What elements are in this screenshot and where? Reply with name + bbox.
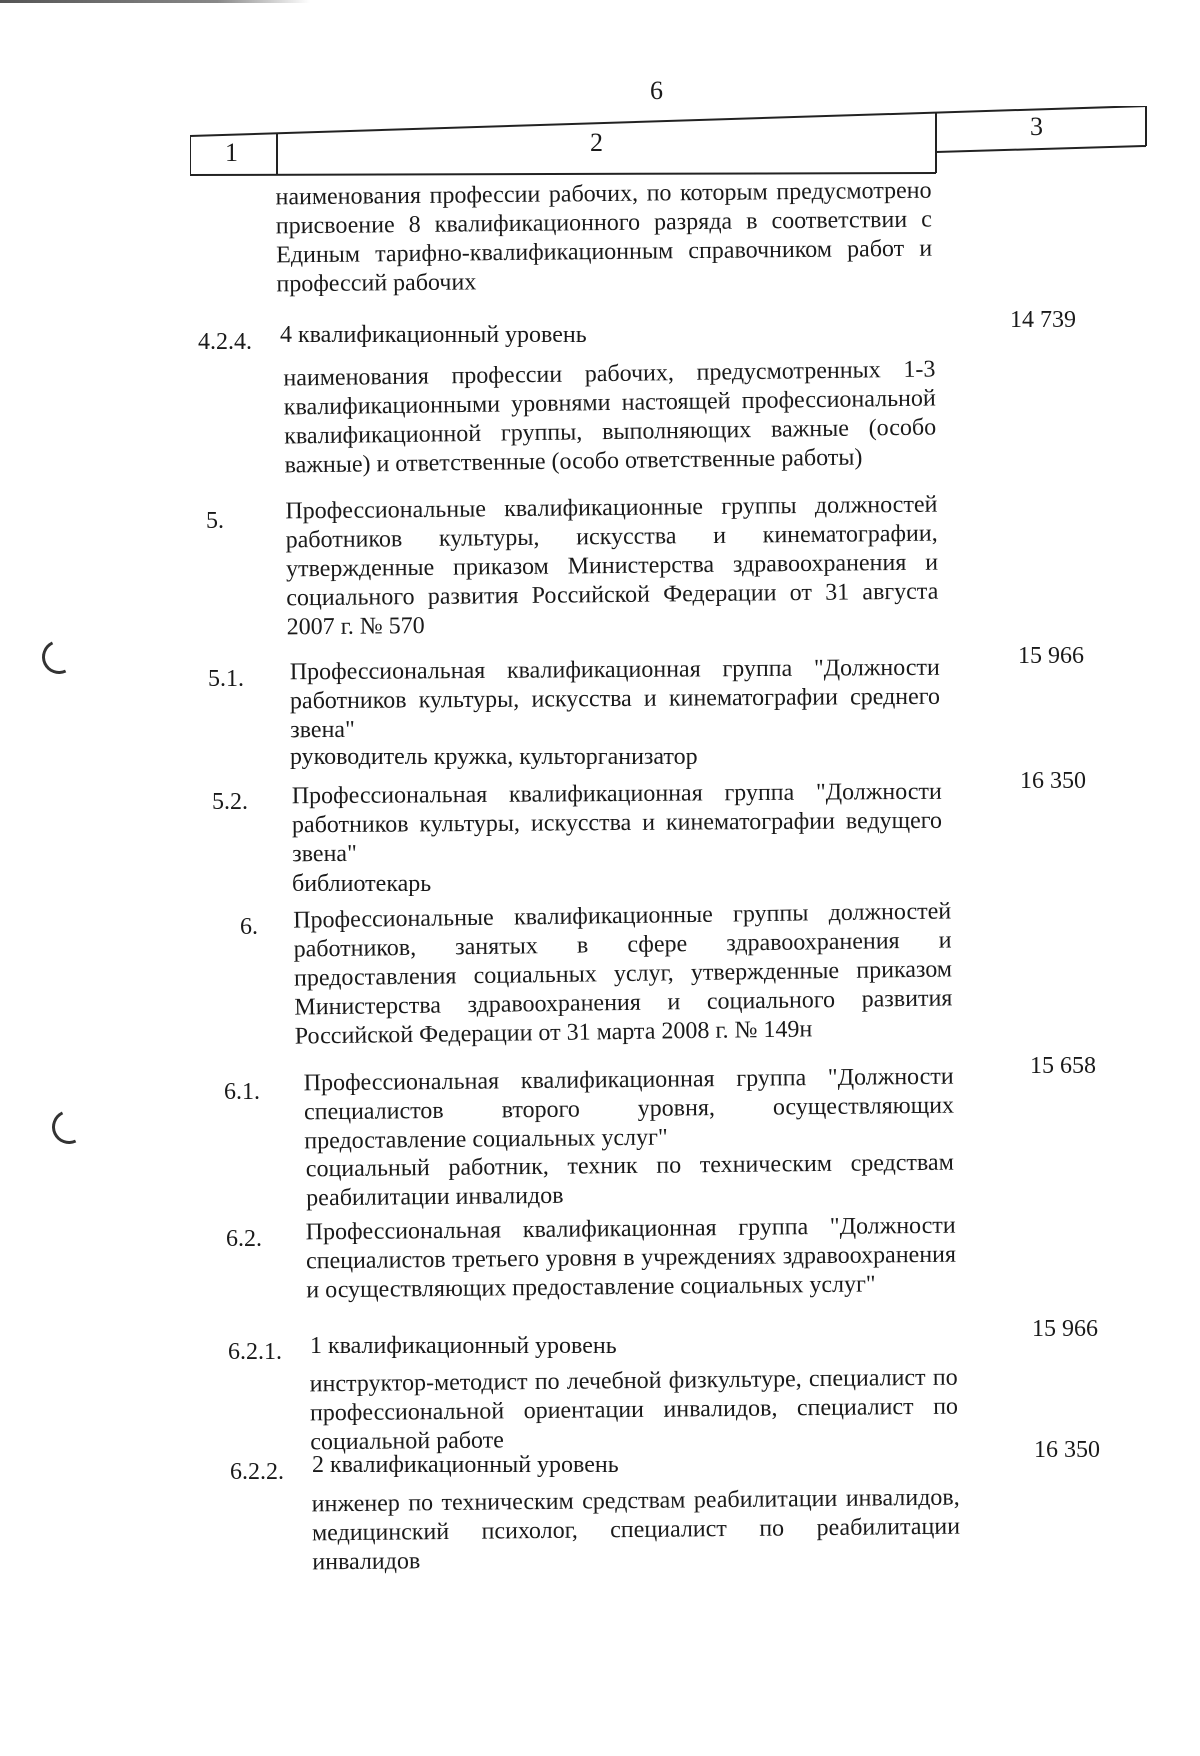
row-text: библиотекарь	[292, 871, 432, 897]
row-number: 6.1.	[224, 1079, 260, 1105]
row-value: 15 966	[1032, 1316, 1098, 1342]
header-col-1: 1	[225, 138, 238, 167]
scan-edge-mark	[0, 0, 310, 3]
row-title: Профессиональная квалификационная группа "Должности специалистов третьего уровня в учреждениях здравоохранения и осуществляющих предоставление социальных услуг"	[305, 1212, 957, 1304]
row-number: 5.	[206, 508, 224, 534]
row-value: 15 658	[1030, 1053, 1096, 1079]
row-value: 16 350	[1034, 1437, 1100, 1463]
header-col-3: 3	[1030, 112, 1043, 141]
punch-hole-mark	[47, 1105, 91, 1149]
row-title: Профессиональные квалификационные группы должностей работников, занятых в сфере здравоохранения и предоставления социальных услуг, утвержденные приказом Министерства здравоохранения и социального развития Российской Федерации от 31 марта 2008 г. № 149н	[293, 898, 953, 1050]
row-text: инженер по техническим средствам реабилитации инвалидов, медицинский психолог, специалист по реабилитации инвалидов	[311, 1484, 961, 1576]
table-header-grid	[190, 106, 1150, 176]
row-value: 14 739	[1010, 307, 1076, 333]
row-number: 4.2.4.	[198, 329, 252, 355]
row-title: 4 квалификационный уровень	[280, 322, 587, 348]
row-number: 5.1.	[208, 666, 244, 692]
table-header	[190, 106, 1150, 176]
row-title: Профессиональная квалификационная группа "Должности специалистов второго уровня, осуществляющих предоставление социальных услуг"	[303, 1063, 955, 1155]
row-number: 5.2.	[212, 789, 248, 815]
row-text: руководитель кружка, культорганизатор	[290, 744, 698, 770]
row-number: 6.2.	[226, 1226, 262, 1252]
punch-hole-mark	[37, 635, 81, 679]
row-value: 16 350	[1020, 768, 1086, 794]
header-col-2: 2	[590, 128, 603, 157]
row-text: наименования профессии рабочих, по которым предусмотрено присвоение 8 квалификационного разряда в соответствии с Единым тарифно-квалификационным справочником работ и профессий рабочих	[275, 177, 933, 298]
row-title: 1 квалификационный уровень	[310, 1333, 617, 1359]
row-title: Профессиональная квалификационная группа "Должности работников культуры, искусства и кинематографии ведущего звена"	[291, 778, 943, 868]
row-title: Профессиональная квалификационная группа "Должности работников культуры, искусства и кинематографии среднего звена"	[289, 654, 941, 744]
page-number: 6	[650, 76, 663, 105]
row-text: наименования профессии рабочих, предусмотренных 1-3 квалификационными уровнями настоящей профессиональной квалификационной группы, выполняющих важные (особо важные) и ответственные (особо ответственные работы)	[283, 356, 937, 479]
row-number: 6.2.1.	[228, 1339, 282, 1365]
row-title: 2 квалификационный уровень	[312, 1452, 619, 1478]
row-title: Профессиональные квалификационные группы должностей работников культуры, искусства и кинематографии, утвержденные приказом Министерства здравоохранения и социального развития Российской Федерации от 31 августа 2007 г. № 570	[285, 491, 939, 641]
row-number: 6.	[240, 914, 258, 940]
row-number: 6.2.2.	[230, 1459, 284, 1485]
row-value: 15 966	[1018, 643, 1084, 669]
row-text: социальный работник, техник по техническим средствам реабилитации инвалидов	[305, 1149, 954, 1212]
row-text: инструктор-методист по лечебной физкультуре, специалист по профессиональной ориентации инвалидов, специалист по социальной работе	[309, 1364, 959, 1456]
